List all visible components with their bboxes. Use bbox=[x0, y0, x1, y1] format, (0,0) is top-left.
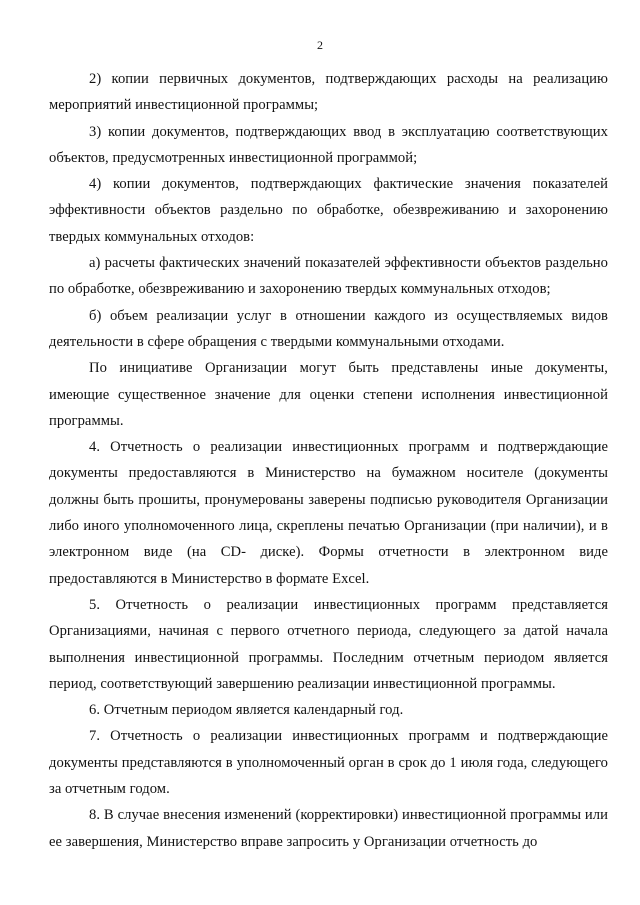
paragraph-clause-8: 8. В случае внесения изменений (корректировки) инвестиционной программы или ее завершения, Министерство вправе запросить у Организации отчетность до bbox=[49, 807, 608, 850]
paragraph-item-4-efficiency-documents: 4) копии документов, подтверждающих фактические значения показателей эффективности объектов раздельно по обработке, обезвреживанию и захоронению твердых коммунальных отходов: bbox=[49, 176, 608, 245]
paragraph-item-3-commissioning-documents: 3) копии документов, подтверждающих ввод в эксплуатацию соответствующих объектов, предусмотренных инвестиционной программой; bbox=[49, 123, 608, 166]
paragraph-other-documents: По инициативе Организации могут быть представлены иные документы, имеющие существенное значение для оценки степени исполнения инвестиционной программы. bbox=[49, 360, 608, 429]
paragraph-item-2-primary-documents: 2) копии первичных документов, подтверждающих расходы на реализацию мероприятий инвестиционной программы; bbox=[49, 71, 608, 114]
document-body bbox=[49, 66, 608, 855]
paragraph-clause-7: 7. Отчетность о реализации инвестиционных программ и подтверждающие документы представляются в уполномоченный орган в срок до 1 июля года, следующего за отчетным годом. bbox=[49, 728, 608, 798]
paragraph-clause-4: 4. Отчетность о реализации инвестиционных программ и подтверждающие документы предоставляются в Министерство на бумажном носителе (документы должны быть прошиты, пронумерованы заверены подписью руководителя Организации либо иного уполномоченного лица, скреплены печатью Организации (при наличии), и в электронном виде (на CD- диске). Формы отчетности в электронном виде предоставляются в Министерство в формате Excel. bbox=[49, 439, 608, 587]
paragraph-clause-6: 6. Отчетным периодом является календарный год. bbox=[89, 702, 404, 719]
page-number: 2 bbox=[317, 38, 323, 52]
paragraph-clause-5: 5. Отчетность о реализации инвестиционных программ представляется Организациями, начиная с первого отчетного периода, следующего за датой начала выполнения инвестиционной программы. Последним отчетным периодом является период, соответствующий завершению реализации инвестиционной программы. bbox=[49, 596, 608, 692]
paragraph-subitem-b-service-volume: б) объем реализации услуг в отношении каждого из осуществляемых видов деятельности в сфере обращения с твердыми коммунальными отходами. bbox=[49, 307, 608, 350]
paragraph-subitem-a-calculations: а) расчеты фактических значений показателей эффективности объектов раздельно по обработке, обезвреживанию и захоронению твердых коммунальных отходов; bbox=[49, 255, 608, 298]
